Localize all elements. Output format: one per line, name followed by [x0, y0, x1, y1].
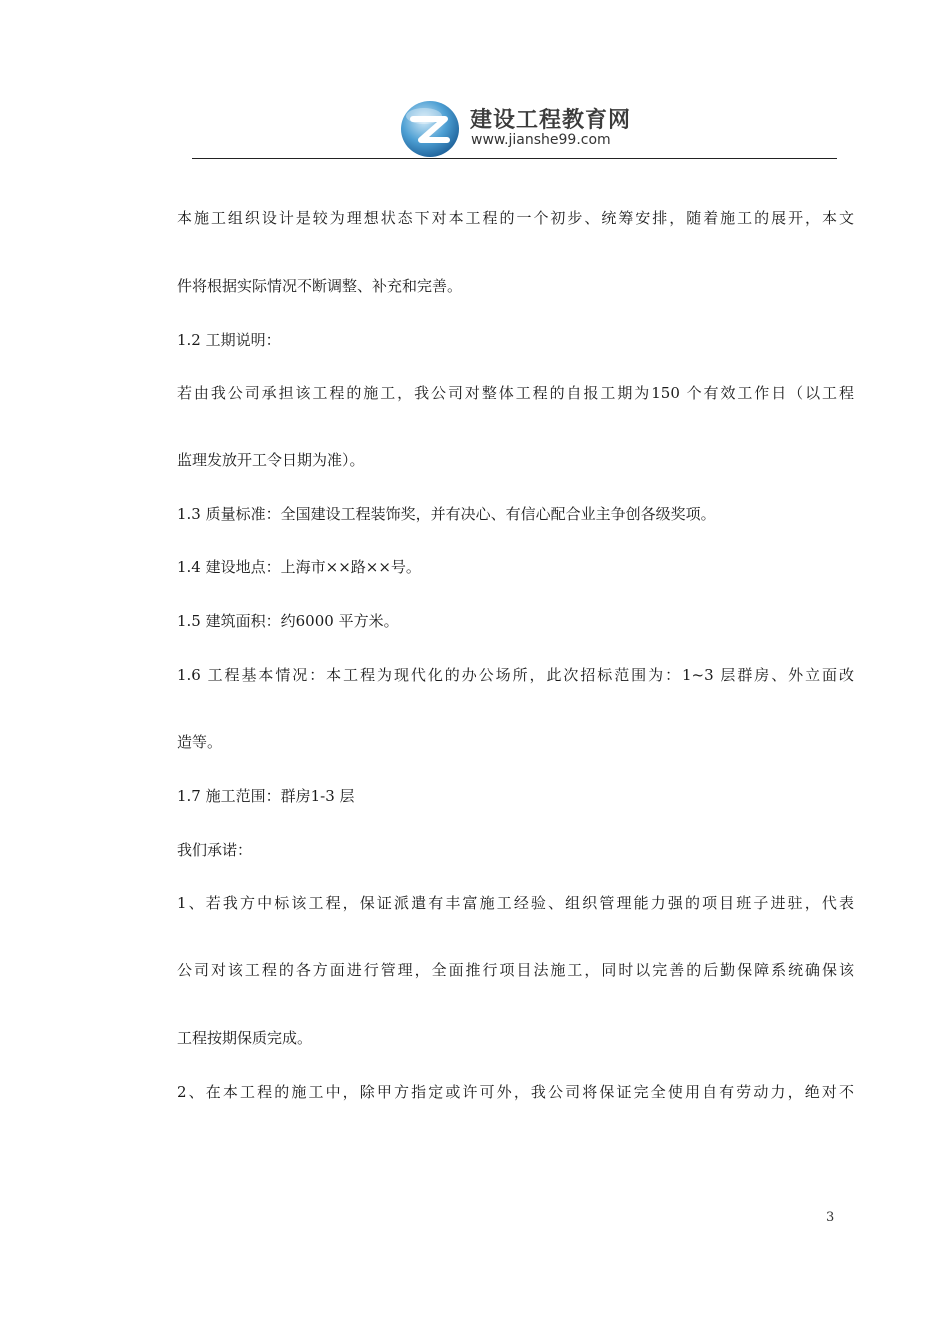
body-line: 公司对该工程的各方面进行管理，全面推行项目法施工，同时以完善的后勤保障系统确保该: [177, 961, 854, 979]
body-line: 1、若我方中标该工程，保证派遣有丰富施工经验、组织管理能力强的项目班子进驻，代表: [177, 894, 854, 912]
section-heading: 1.2 工期说明：: [177, 331, 281, 349]
body-line: 1.5 建筑面积：约6000 平方米。: [177, 612, 399, 630]
page-header: [0, 0, 950, 170]
logo-icon: [400, 100, 460, 158]
brand-name: 建设工程教育网: [470, 108, 632, 133]
body-line: 本施工组织设计是较为理想状态下对本工程的一个初步、统筹安排，随着施工的展开，本文: [177, 209, 854, 227]
body-line: 2、在本工程的施工中，除甲方指定或许可外，我公司将保证完全使用自有劳动力，绝对不: [177, 1083, 854, 1101]
body-line: 造等。: [177, 733, 223, 751]
body-line: 1.6 工程基本情况：本工程为现代化的办公场所，此次招标范围为：1~3 层群房、外立面改: [177, 666, 854, 684]
body-line: 1.3 质量标准：全国建设工程装饰奖，并有决心、有信心配合业主争创各级奖项。: [177, 505, 716, 523]
body-line: 工程按期保质完成。: [177, 1029, 313, 1047]
body-line: 1.7 施工范围：群房1-3 层: [177, 787, 355, 805]
header-divider: [192, 158, 837, 159]
body-line: 我们承诺：: [177, 841, 253, 859]
body-line: 若由我公司承担该工程的施工，我公司对整体工程的自报工期为150 个有效工作日（以工程: [177, 384, 854, 402]
body-line: 件将根据实际情况不断调整、补充和完善。: [177, 277, 463, 295]
brand-url: www.jianshe99.com: [471, 132, 611, 148]
body-line: 监理发放开工令日期为准）。: [177, 451, 365, 469]
page-number: 3: [826, 1210, 835, 1225]
body-line: 1.4 建设地点：上海市××路××号。: [177, 558, 421, 576]
